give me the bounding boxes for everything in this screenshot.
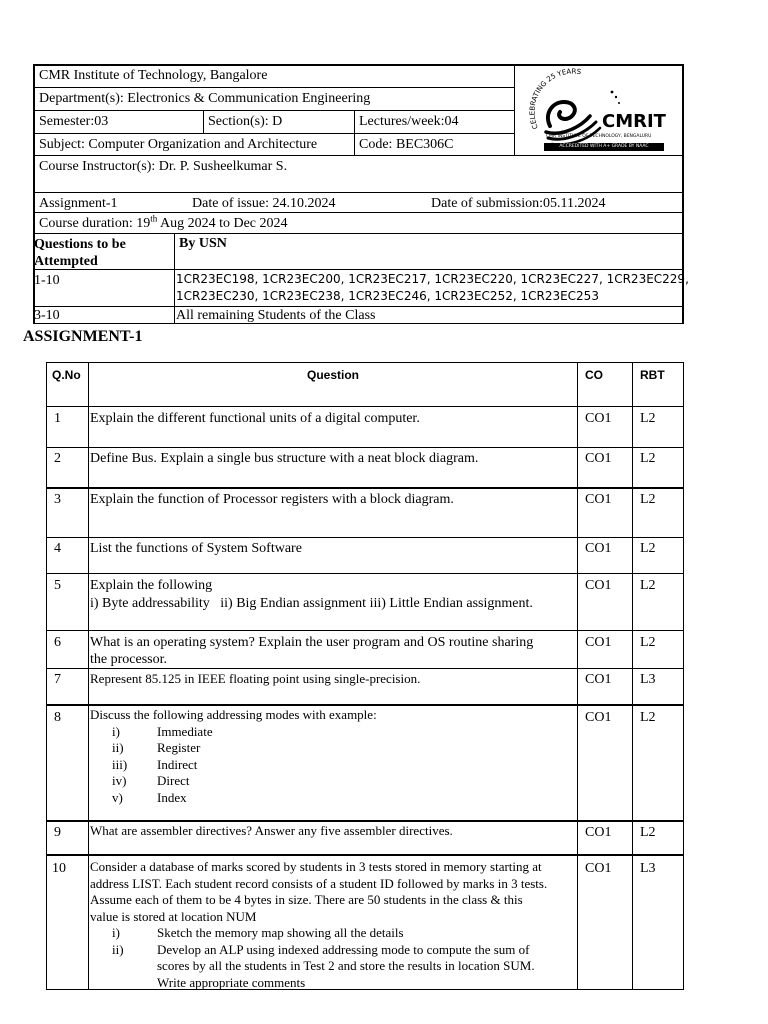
rbt-value: L2	[640, 710, 656, 725]
question-text-line2: i) Byte addressability ii) Big Endian assignment iii) Little Endian assignment.	[90, 596, 533, 611]
co-value: CO1	[585, 578, 612, 593]
course-duration: Course duration: 19th Aug 2024 to Dec 2024	[39, 213, 288, 231]
question-text: Represent 85.125 in IEEE floating point using single-precision.	[90, 671, 421, 686]
question-text-line1: What is an operating system? Explain the user program and OS routine sharing	[90, 635, 534, 650]
list-item: iv) Direct	[112, 773, 190, 788]
question-text	[90, 707, 570, 806]
co-header: CO	[585, 368, 603, 382]
question-text: List the functions of System Software	[90, 541, 302, 556]
co-value: CO1	[585, 541, 612, 556]
list-item: i) Sketch the memory map showing all the details	[112, 925, 404, 940]
date-of-submission: Date of submission:05.11.2024	[431, 196, 606, 211]
list-item: i) Immediate	[112, 723, 213, 739]
usn-column-header: By USN	[179, 236, 227, 251]
row1-usn-line1: 1CR23EC198, 1CR23EC200, 1CR23EC217, 1CR23EC220, 1CR23EC227, 1CR23EC229,	[176, 272, 689, 286]
co-value: CO1	[585, 411, 612, 426]
co-value: CO1	[585, 672, 612, 687]
question-text-line1: Consider a database of marks scored by students in 3 tests stored in memory starting at	[90, 859, 542, 874]
rbt-value: L3	[640, 861, 656, 876]
questions-column-header: Questions to be Attempted	[34, 237, 126, 269]
question-text: What are assembler directives? Answer any five assembler directives.	[90, 823, 453, 838]
qno: 6	[54, 635, 61, 650]
list-item-continued: scores by all the students in Test 2 and store the results in location SUM.	[157, 958, 535, 973]
qno: 3	[54, 492, 61, 507]
logo-emblem-icon	[516, 66, 682, 154]
rbt-value: L2	[640, 541, 656, 556]
svg-text:CELEBRATING 25 YEARS: CELEBRATING 25 YEARS	[528, 67, 582, 131]
department: Department(s): Electronics & Communication Engineering	[39, 91, 371, 106]
question-text-line2: the processor.	[90, 652, 167, 667]
question-text: Explain the different functional units of a digital computer.	[90, 411, 420, 426]
question-text: Explain the function of Processor registers with a block diagram.	[90, 492, 454, 507]
logo-wordmark: CMRIT	[602, 111, 666, 132]
institute-name: CMR Institute of Technology, Bangalore	[39, 68, 268, 83]
course-code: Code: BEC306C	[359, 137, 454, 152]
rbt-value: L3	[640, 672, 656, 687]
qno: 8	[54, 710, 61, 725]
logo-subtitle: CMR INSTITUTE OF TECHNOLOGY, BENGALURU	[546, 134, 652, 139]
semester: Semester:03	[39, 114, 109, 129]
question-text-line1: Explain the following	[90, 578, 213, 593]
question-text-line3: Assume each of them to be 4 bytes in size. There are 50 students in the class & this	[90, 892, 523, 907]
row2-usn: All remaining Students of the Class	[176, 308, 376, 323]
rbt-value: L2	[640, 635, 656, 650]
qno-header: Q.No	[52, 368, 81, 382]
question-text	[90, 859, 576, 991]
co-value: CO1	[585, 710, 612, 725]
qno: 7	[54, 672, 61, 687]
list-item-continued: Write appropriate comments	[157, 974, 306, 990]
course-instructor: Course Instructor(s): Dr. P. Susheelkumar S.	[39, 159, 288, 174]
qno: 9	[54, 825, 61, 840]
co-value: CO1	[585, 635, 612, 650]
rbt-value: L2	[640, 825, 656, 840]
qno: 10	[52, 861, 66, 876]
co-value: CO1	[585, 451, 612, 466]
question-header: Question	[306, 368, 359, 382]
list-item: v) Index	[112, 789, 187, 805]
cmrit-logo	[516, 66, 682, 154]
rbt-value: L2	[640, 578, 656, 593]
lectures-per-week: Lectures/week:04	[359, 114, 459, 129]
rbt-header: RBT	[640, 368, 665, 382]
question-text: Define Bus. Explain a single bus structure with a neat block diagram.	[90, 451, 479, 466]
rbt-value: L2	[640, 492, 656, 507]
co-value: CO1	[585, 492, 612, 507]
qno: 2	[54, 451, 61, 466]
section: Section(s): D	[208, 114, 283, 129]
row2-range: 3-10	[34, 308, 60, 323]
question-text-line2: address LIST. Each student record consists of a student ID followed by marks in 3 tests.	[90, 875, 548, 891]
co-value: CO1	[585, 861, 612, 876]
qno: 4	[54, 541, 61, 556]
rbt-value: L2	[640, 411, 656, 426]
row1-usn-line2: 1CR23EC230, 1CR23EC238, 1CR23EC246, 1CR23EC252, 1CR23EC253	[176, 289, 599, 303]
rbt-value: L2	[640, 451, 656, 466]
list-item: ii) Register	[112, 740, 201, 755]
subject: Subject: Computer Organization and Architecture	[39, 137, 318, 152]
question-text-line4: value is stored at location NUM	[90, 908, 257, 924]
list-item: ii) Develop an ALP using indexed addressing mode to compute the sum of	[112, 941, 530, 957]
assignment-label: Assignment-1	[39, 196, 118, 211]
co-value: CO1	[585, 825, 612, 840]
qno: 1	[54, 411, 61, 426]
assignment-title: ASSIGNMENT-1	[23, 328, 143, 345]
qno: 5	[54, 578, 61, 593]
list-item: iii) Indirect	[112, 756, 198, 772]
row1-range: 1-10	[34, 273, 60, 288]
naac-badge: ACCREDITED WITH A+ GRADE BY NAAC	[544, 143, 664, 151]
question-text-line1: Discuss the following addressing modes with example:	[90, 707, 377, 722]
date-of-issue: Date of issue: 24.10.2024	[192, 196, 336, 211]
